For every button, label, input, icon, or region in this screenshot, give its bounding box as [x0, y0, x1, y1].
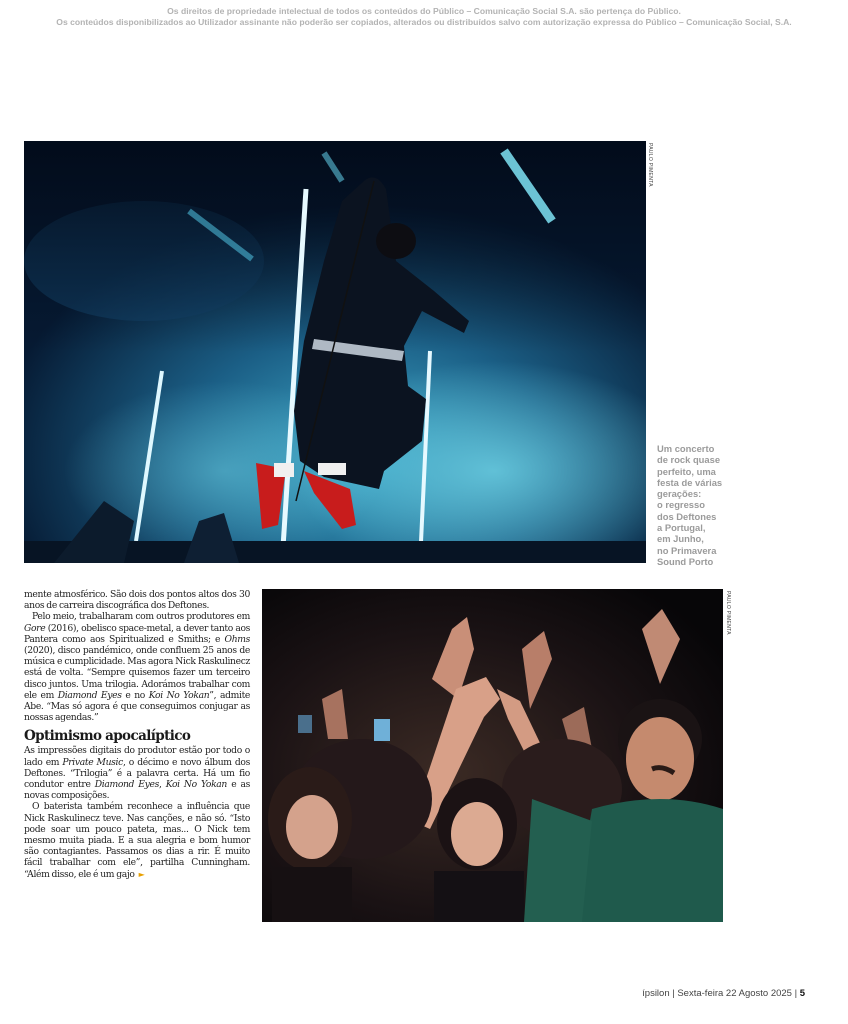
caption-line: o regresso — [657, 499, 705, 511]
article-paragraph: As impressões digitais do produtor estão por todo o lado em Private Music, o décimo e novo álbum dos Deftones. “Trilogia” é a palavra certa. Há um fio condutor entre Diamond Eyes, Koi No Yokan e as novas composições. — [24, 745, 250, 802]
article-paragraph: Pelo meio, trabalharam com outros produtores em Gore (2016), obelisco space-metal, a dever tanto aos Pantera como aos Spiritualized e Smiths; e Ohms (2020), disco pandémico, onde confluem 25 anos de música e cumplicidade. Mas agora Nick Raskulinecz está de volta. “Sempre quisemos fazer um terceiro disco juntos. Uma trilogia. Adorámos trabalhar com ele em Diamond Eyes e no Koi No Yokan”, admite Abe. “Mas só agora é que conseguimos conjugar as nossas agendas.” — [24, 611, 251, 724]
caption-line: a Portugal, — [657, 522, 706, 534]
page-number: 5 — [799, 988, 805, 999]
caption-line: de rock quase — [657, 454, 721, 466]
article-body — [24, 589, 250, 880]
caption-line: no Primavera — [657, 544, 717, 556]
caption-line: perfeito, uma — [657, 465, 716, 477]
article-paragraph: mente atmosférico. São dois dos pontos altos dos 30 anos de carreira discográfica dos Deftones. — [24, 589, 250, 612]
concert-photo — [24, 141, 646, 563]
caption-line: festa de várias — [657, 476, 723, 488]
concert-photo-credit: PAULO PIMENTA — [647, 143, 653, 187]
page-footer — [642, 988, 805, 999]
section-heading: Optimismo apocalíptico — [24, 728, 191, 745]
photo-caption — [657, 443, 737, 567]
copyright-line-1: Os direitos de propriedade intelectual de todos os conteúdos do Público – Comunicação Social S.A. são pertença do Público. — [167, 6, 681, 16]
continue-arrow-icon: ► — [138, 869, 145, 879]
caption-line: Um concerto — [657, 443, 715, 454]
footer-text: ípsilon | Sexta-feira 22 Agosto 2025 | — [642, 988, 800, 999]
copyright-line-2: Os conteúdos disponibilizados ao Utilizador assinante não poderão ser copiados, alterados ou distribuídos salvo com autorização expressa do Público – Comunicação Social, S.A. — [56, 17, 792, 27]
copyright-notice — [0, 6, 848, 28]
crowd-photo-credit: PAULO PIMENTA — [725, 591, 731, 635]
crowd-photo — [262, 589, 723, 922]
caption-line: Sound Porto — [657, 555, 714, 567]
caption-line: gerações: — [657, 488, 702, 500]
caption-line: dos Deftones — [657, 510, 717, 522]
article-paragraph: O baterista também reconhece a influência que Nick Raskulinecz teve. Nas canções, e não só. “Isto pode soar um pouco pateta, mas... O Nick tem mesmo muita piada. E a sua alegria e bom humor são contagiantes. Passamos os dias a rir. É muito fácil trabalhar com ele”, partilha Cunningham. “Além disso, ele é um gajo ► — [24, 801, 250, 880]
caption-line: em Junho, — [657, 533, 704, 545]
